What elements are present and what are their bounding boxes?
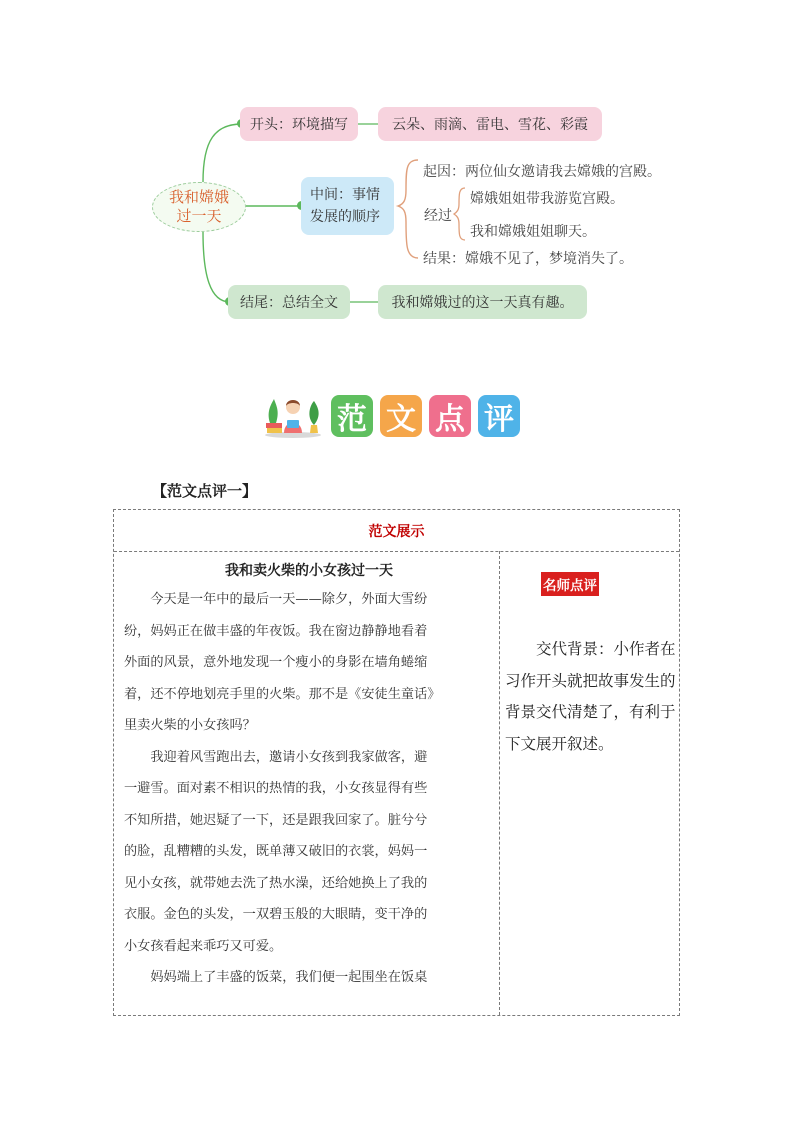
mind-map-center [152, 182, 246, 232]
section-label: 【范文点评一】 [152, 482, 258, 500]
middle-process-item-1: 嫦娥姐姐带我游览宫殿。 [470, 191, 624, 207]
essay-line: 纷，妈妈正在做丰盛的年夜饭。我在窗边静静地看着 [124, 623, 428, 639]
essay-line: 衣服。金色的头发，一双碧玉般的大眼睛，变干净的 [124, 907, 428, 922]
essay-line: 里卖火柴的小女孩吗？ [124, 718, 256, 733]
essay-line: 的脸，乱糟糟的头发，既单薄又破旧的衣裳，妈妈一 [124, 844, 428, 859]
opening-node: 开头：环境描写 [240, 107, 358, 141]
banner-char-dian: 点 [429, 395, 471, 437]
middle-node [301, 177, 394, 235]
essay-line: 妈妈端上了丰盛的饭菜，我们便一起围坐在饭桌 [124, 970, 428, 985]
middle-result: 结果：嫦娥不见了，梦境消失了。 [423, 251, 633, 267]
banner-char-wen: 文 [380, 395, 422, 437]
ending-node: 结尾：总结全文 [228, 285, 350, 319]
essay-line: 小女孩看起来乖巧又可爱。 [124, 938, 283, 954]
banner-char-ping: 评 [478, 395, 520, 437]
middle-label-line-2: 发展的顺序 [310, 209, 380, 225]
essay-column [124, 560, 494, 994]
teacher-comment-text: 交代背景：小作者在习作开头就把故事发生的背景交代清楚了，有利于下文展开叙述。 [505, 640, 676, 753]
essay-line: 不知所措，她迟疑了一下，还是跟我回家了。脏兮兮 [124, 812, 428, 828]
center-line-1: 我和嫦娥 [168, 188, 229, 206]
middle-label-line-1: 中间：事情 [310, 187, 380, 203]
essay-line: 着，还不停地划亮手里的火柴。那不是《安徒生童话》 [124, 686, 441, 702]
essay-line: 一避雪。面对素不相识的热情的我，小女孩显得有些 [124, 781, 428, 796]
table-header: 范文展示 [114, 510, 679, 552]
reading-girl-illustration [262, 393, 324, 439]
center-line-2: 过一天 [176, 207, 222, 225]
opening-detail: 云朵、雨滴、雷电、雪花、彩霞 [378, 107, 602, 141]
essay-body [124, 584, 494, 994]
middle-cause: 起因：两位仙女邀请我去嫦娥的宫殿。 [423, 164, 661, 180]
column-divider [499, 551, 500, 1015]
essay-line: 外面的风景，意外地发现一个瘦小的身影在墙角蜷缩 [124, 655, 428, 670]
ending-detail: 我和嫦娥过的这一天真有趣。 [378, 285, 587, 319]
essay-title: 我和卖火柴的小女孩过一天 [225, 563, 393, 579]
essay-line: 我迎着风雪跑出去，邀请小女孩到我家做客，避 [124, 749, 428, 765]
banner-char-fan: 范 [331, 395, 373, 437]
essay-table [113, 509, 680, 1016]
essay-line: 见小女孩，就带她去洗了热水澡，还给她换上了我的 [124, 875, 428, 891]
essay-line: 今天是一年中的最后一天——除夕，外面大雪纷 [124, 592, 428, 607]
teacher-comment-tag: 名师点评 [541, 572, 599, 596]
mind-map [0, 0, 794, 340]
middle-process-item-2: 我和嫦娥姐姐聊天。 [470, 224, 596, 240]
middle-process-label: 经过 [424, 208, 452, 224]
section-banner [262, 393, 532, 439]
